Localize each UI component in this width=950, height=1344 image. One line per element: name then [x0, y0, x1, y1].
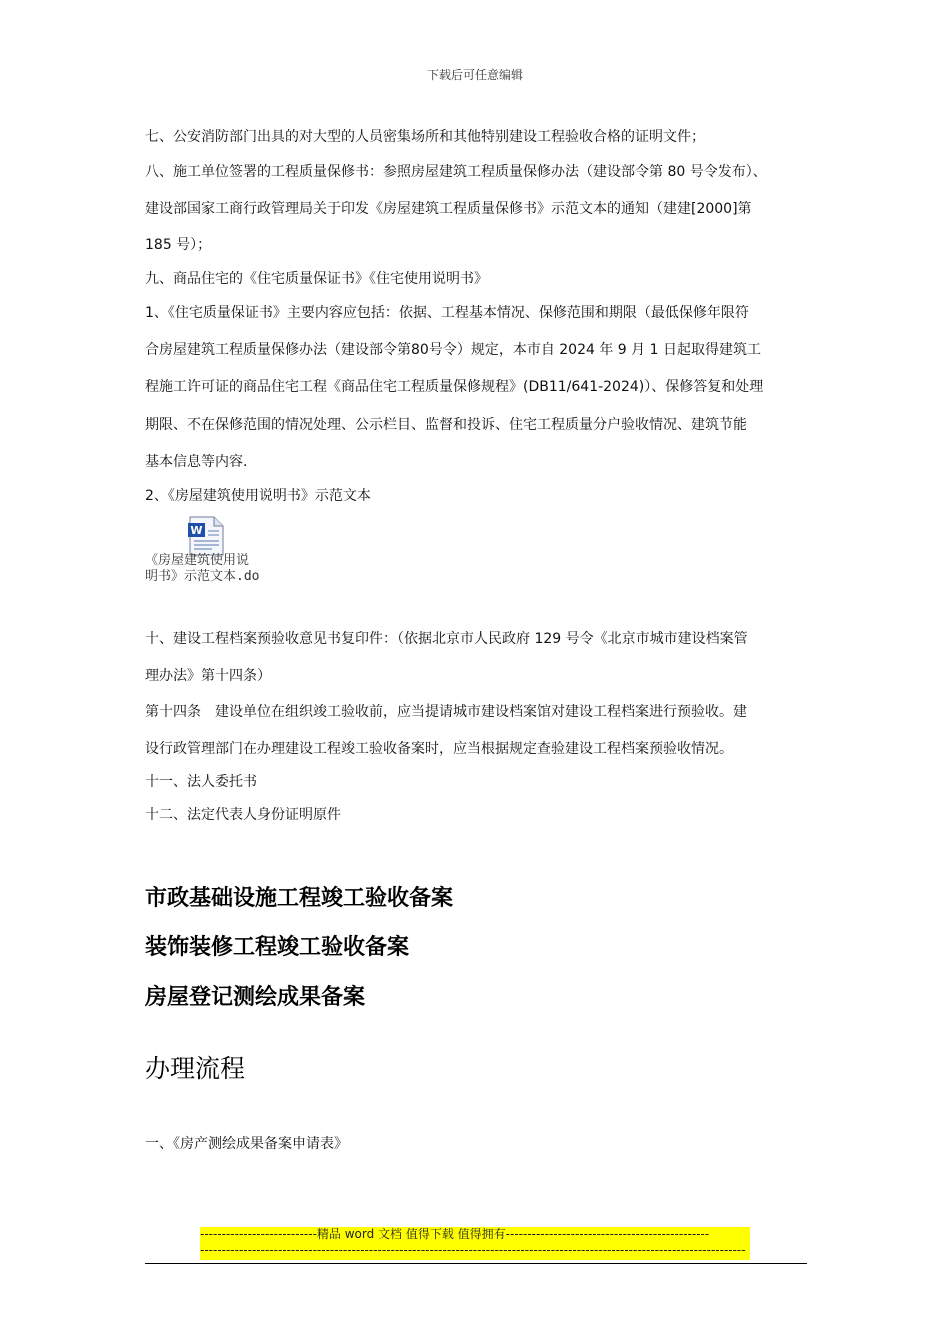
item-eight-line1: 八、施工单位签署的工程质量保修书：参照房屋建筑工程质量保修办法（建设部令第 80 号令发布）、 [145, 164, 767, 180]
item-nine-1-line3: 程施工许可证的商品住宅工程《商品住宅工程质量保修规程》(DB11/641-2024)）、保修答复和处理 [145, 379, 764, 395]
item-nine-1-line2: 合房屋建筑工程质量保修办法（建设部令第80号令）规定，本市自 2024 年 9 月 1 日起取得建筑工 [145, 342, 761, 358]
item-eight-line2: 建设部国家工商行政管理局关于印发《房屋建筑工程质量保修书》示范文本的通知（建建[2000]第 [145, 201, 752, 217]
item-nine: 九、商品住宅的《住宅质量保证书》《住宅使用说明书》 [145, 271, 488, 287]
attachment-caption-line1: 《房屋建筑使用说 [145, 553, 250, 568]
attachment-caption[interactable] [145, 553, 259, 585]
item-nine-1-line4: 期限、不在保修范围的情况处理、公示栏目、监督和投诉、住宅工程质量分户验收情况、建筑节能 [145, 417, 747, 433]
word-document-icon[interactable] [186, 516, 226, 556]
page-header: 下载后可任意编辑 [426, 68, 523, 82]
section-title: 办理流程 [145, 1054, 246, 1083]
item-ten-line2: 理办法》第十四条） [145, 668, 271, 684]
footer-divider [145, 1263, 807, 1264]
svg-text:W: W [190, 524, 203, 537]
article-fourteen-line1: 第十四条 建设单位在组织竣工验收前，应当提请城市建设档案馆对建设工程档案进行预验收。建 [145, 704, 747, 720]
item-seven: 七、公安消防部门出具的对大型的人员密集场所和其他特别建设工程验收合格的证明文件； [145, 129, 705, 145]
item-eight-line3: 185 号）； [145, 237, 212, 253]
item-nine-2: 2、《房屋建筑使用说明书》示范文本 [145, 488, 371, 504]
article-fourteen-line2: 设行政管理部门在办理建设工程竣工验收备案时，应当根据规定查验建设工程档案预验收情况。 [145, 741, 733, 757]
item-twelve: 十二、法定代表人身份证明原件 [145, 807, 341, 823]
item-nine-1-line5: 基本信息等内容. [145, 454, 248, 470]
item-nine-1-line1: 1、《住宅质量保证书》主要内容应包括：依据、工程基本情况、保修范围和期限（最低保修年限符 [145, 305, 749, 321]
footer-banner-line2: ------------------------------------------------------------------------------------------------------------------------------ [200, 1243, 746, 1257]
heading-housing-survey: 房屋登记测绘成果备案 [145, 985, 366, 1010]
heading-municipal-infrastructure: 市政基础设施工程竣工验收备案 [145, 886, 454, 911]
heading-decoration: 装饰装修工程竣工验收备案 [145, 935, 410, 960]
process-item-one: 一、《房产测绘成果备案申请表》 [145, 1136, 348, 1152]
item-eleven: 十一、法人委托书 [145, 774, 257, 790]
footer-banner-line1: ---------------------------精品 word 文档 值得下载 值得拥有----------------------------------------------- [200, 1227, 710, 1241]
item-ten-line1: 十、建设工程档案预验收意见书复印件：（依据北京市人民政府 129 号令《北京市城市建设档案管 [145, 631, 748, 647]
footer-banner [200, 1227, 750, 1260]
attachment-caption-line2: 明书》示范文本.do [145, 569, 260, 584]
